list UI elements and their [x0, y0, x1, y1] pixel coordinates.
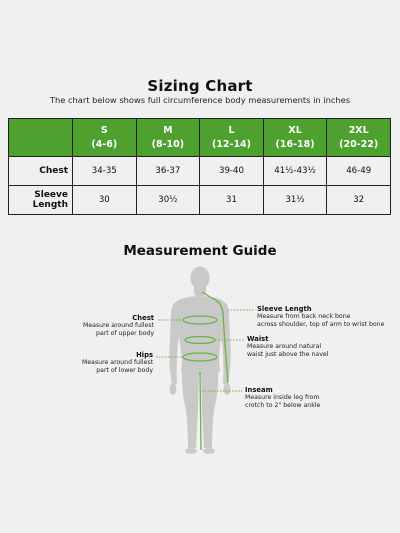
inseam-desc-2: crotch to 2" below ankle [245, 402, 321, 409]
measurement-guide-title: Measurement Guide [123, 243, 277, 259]
size-label: 2XL [348, 124, 369, 136]
size-label: S [100, 124, 108, 136]
inseam-name: Inseam [245, 386, 273, 394]
waist-desc-1: Measure around natural [247, 343, 322, 350]
sleeve-length-label [257, 305, 397, 329]
size-range: (4-6) [91, 138, 118, 150]
table-cell: 30½ [136, 186, 200, 215]
table-cell: 31 [200, 186, 264, 215]
size-range: (12-14) [211, 138, 252, 150]
size-label: XL [288, 124, 302, 136]
row-label: Sleeve Length [9, 186, 73, 215]
size-range: (8-10) [151, 138, 185, 150]
waist-desc-2: waist just above the navel [247, 351, 329, 358]
chest-label [80, 314, 154, 338]
chest-desc-1: Measure around fullest [83, 322, 154, 329]
table-cell: 41½-43½ [263, 157, 327, 186]
size-label: M [163, 124, 173, 136]
chest-desc-2: part of upper body [96, 330, 154, 337]
hips-name: Hips [136, 351, 153, 359]
size-range: (16-18) [275, 138, 315, 150]
table-cell: 34-35 [73, 157, 137, 186]
hips-desc-2: part of lower body [96, 367, 153, 374]
sleeve-desc-1: Measure from back neck bone [257, 313, 351, 320]
body-silhouette [169, 267, 230, 455]
row-label: Chest [9, 157, 73, 186]
table-cell: 39-40 [200, 157, 264, 186]
inseam-measure-line [200, 372, 201, 450]
waist-name: Waist [247, 335, 269, 343]
chest-name: Chest [132, 314, 154, 322]
table-cell: 30 [73, 186, 137, 215]
size-label: L [228, 124, 235, 136]
table-cell: 31½ [263, 186, 327, 215]
sleeve-name: Sleeve Length [257, 305, 312, 313]
hips-desc-1: Measure around fullest [82, 359, 153, 366]
inseam-label [245, 386, 355, 410]
table-cell: 36-37 [136, 157, 200, 186]
page-subtitle: The chart below shows full circumference body measurements in inches [49, 95, 351, 105]
table-cell: 46-49 [327, 157, 391, 186]
size-range: (20-22) [339, 138, 379, 150]
page-title: Sizing Chart [147, 77, 253, 95]
hips-label [80, 351, 153, 375]
sleeve-desc-2: across shoulder, top of arm to wrist bone [257, 321, 385, 328]
table-cell: 32 [327, 186, 391, 215]
waist-label [247, 335, 357, 359]
inseam-desc-1: Measure inside leg from [245, 394, 320, 401]
